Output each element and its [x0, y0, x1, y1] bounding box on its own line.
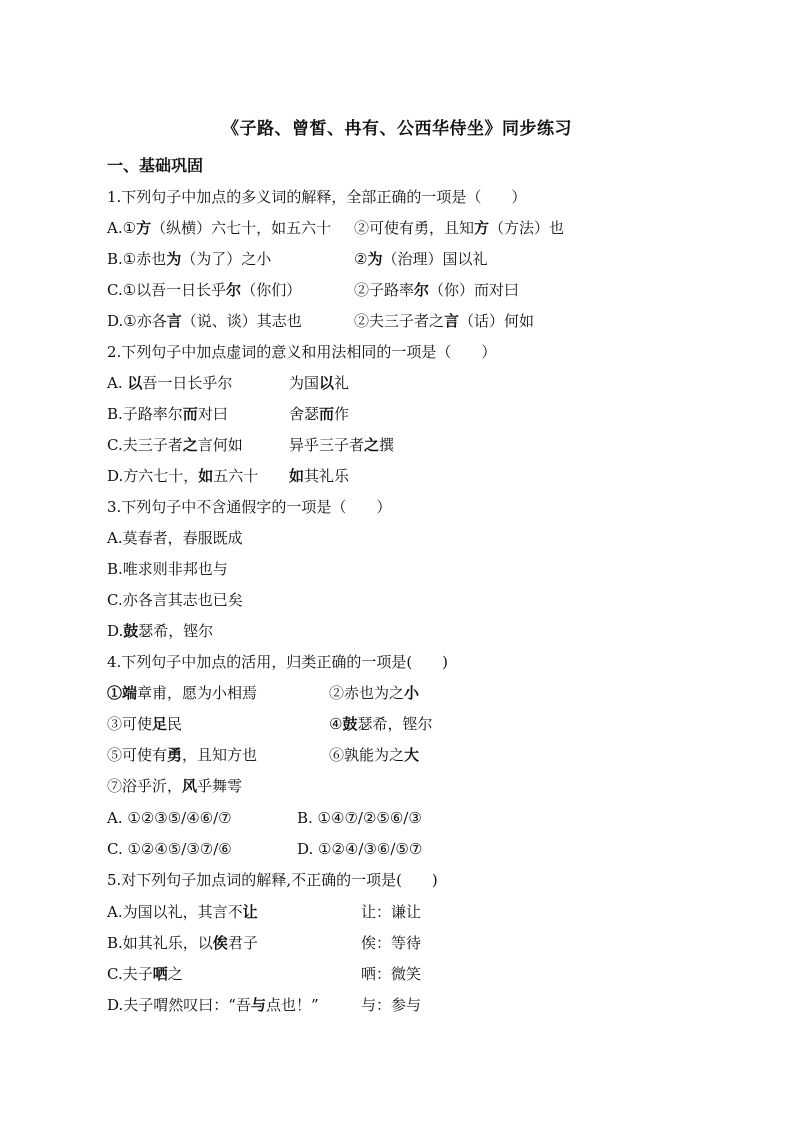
question-5-stem: 5.对下列句子加点词的解释,不正确的一项是( ) — [107, 871, 438, 889]
q1-option-a: A.①方（纵横）六七十，如五六十 ②可使有勇，且知方（方法）也 — [107, 219, 565, 237]
q4-options-row-2 — [107, 839, 423, 859]
question-4-stem: 4.下列句子中加点的活用，归类正确的一项是( ) — [107, 653, 449, 671]
q4-options-row-1 — [107, 808, 422, 828]
q2-option-c: C.夫三子者之言何如 异乎三子者之撰 — [107, 436, 395, 454]
q3-option-b: B.唯求则非邦也与 — [107, 560, 228, 578]
q4-option-b: B. ①④⑦/②⑤⑥/③ — [297, 809, 422, 827]
q4-option-d: D. ①②④/③⑥/⑤⑦ — [297, 840, 423, 858]
section-heading: 一、基础巩固 — [107, 156, 204, 175]
q5-option-b: B.如其礼乐，以俟君子 俟：等待 — [107, 934, 422, 952]
q3-option-a: A.莫春者，春服既成 — [107, 529, 243, 547]
q4-sentences-row-2: ③可使足民 ④鼓瑟希，铿尔 — [107, 715, 433, 733]
q3-option-d: D.鼓瑟希，铿尔 — [107, 622, 214, 640]
q2-option-a: A. 以吾一日长乎尔 为国以礼 — [107, 374, 350, 392]
q2-option-d: D.方六七十，如五六十 如其礼乐 — [107, 467, 350, 485]
q1-option-d: D.①亦各言（说、谈）其志也 ②夫三子者之言（话）何如 — [107, 312, 535, 330]
page-title: 《子路、曾皙、冉有、公西华侍坐》同步练习 — [222, 119, 572, 139]
q4-sentences-row-1: ①端章甫，愿为小相焉 ②赤也为之小 — [107, 684, 420, 702]
question-2-stem: 2.下列句子中加点虚词的意义和用法相同的一项是（ ） — [107, 343, 497, 361]
q4-option-a: A. ①②③⑤/④⑥/⑦ — [107, 809, 232, 827]
q5-option-a: A.为国以礼，其言不让 让：谦让 — [107, 903, 422, 921]
q5-option-c: C.夫子哂之 哂：微笑 — [107, 965, 422, 983]
q1-option-c: C.①以吾一日长乎尔（你们） ②子路率尔（你）而对曰 — [107, 281, 520, 299]
q2-option-b: B.子路率尔而对曰 舍瑟而作 — [107, 405, 350, 423]
q3-option-c: C.亦各言其志也已矣 — [107, 591, 243, 609]
q1-option-b: B.①赤也为（为了）之小 ②为（治理）国以礼 — [107, 250, 488, 268]
q5-option-d: D.夫子喟然叹曰：“吾与点也！” 与：参与 — [107, 996, 422, 1014]
q4-option-c: C. ①②④⑤/③⑦/⑥ — [107, 840, 232, 858]
q4-sentences-row-4: ⑦浴乎沂，风乎舞雩 — [107, 777, 243, 795]
q4-sentences-row-3: ⑤可使有勇，且知方也 ⑥孰能为之大 — [107, 746, 420, 764]
question-3-stem: 3.下列句子中不含通假字的一项是（ ） — [107, 498, 392, 516]
question-1-stem: 1.下列句子中加点的多义词的解释，全部正确的一项是（ ） — [107, 188, 527, 206]
